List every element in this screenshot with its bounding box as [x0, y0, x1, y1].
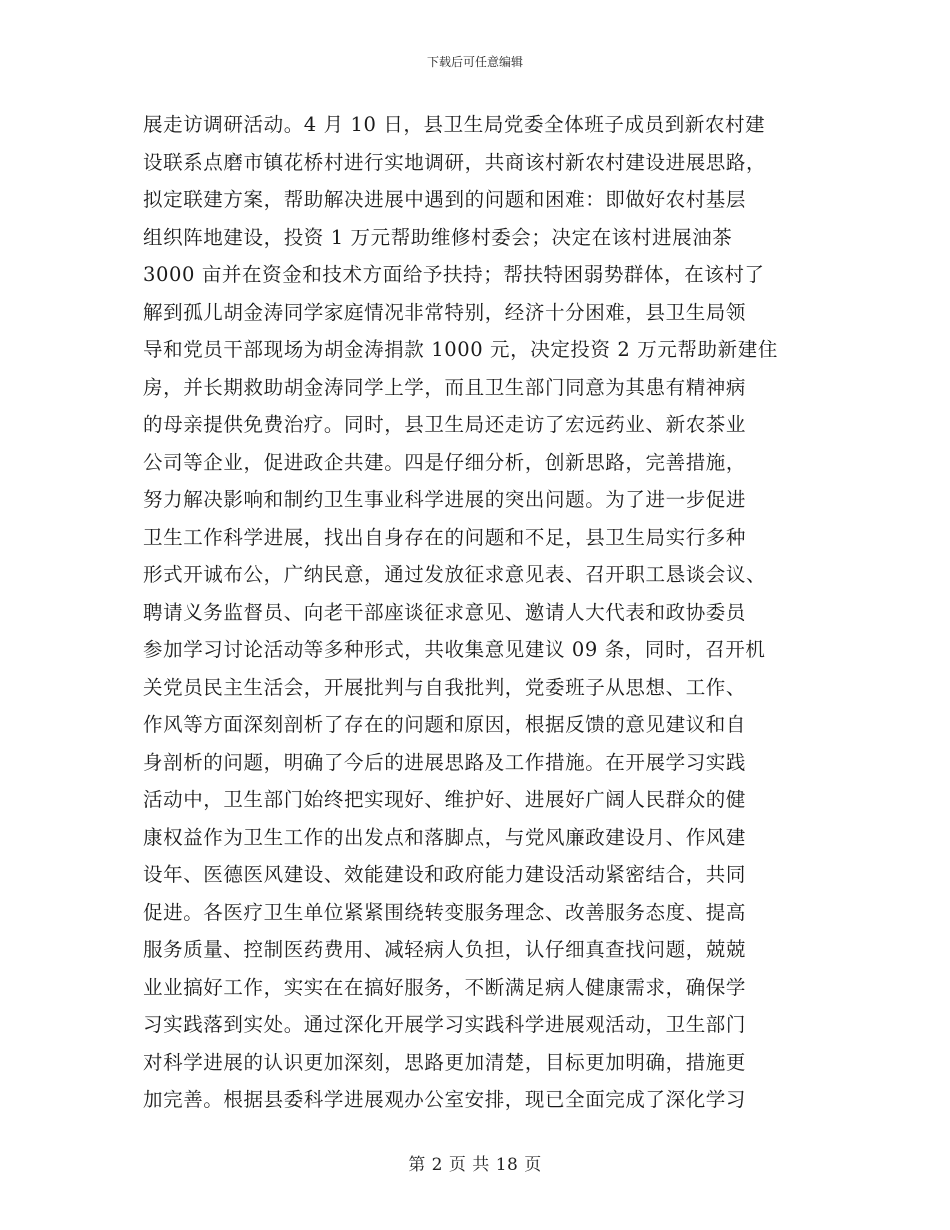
text-line: 作风等方面深刻剖析了存在的问题和原因，根据反馈的意见建议和自 [143, 713, 747, 736]
text-line: 公司等企业，促进政企共建。四是仔细分析，创新思路，完善措施， [143, 450, 747, 474]
text-line: 服务质量、控制医药费用、减轻病人负担，认仔细真查找问题，兢兢 [143, 938, 747, 961]
document-body [143, 106, 813, 1119]
text-line: 努力解决影响和制约卫生事业科学进展的突出问题。为了进一步促进 [143, 488, 747, 511]
text-line: 习实践落到实处。通过深化开展学习实践科学进展观活动，卫生部门 [143, 1013, 747, 1036]
text-line: 房，并长期救助胡金涛同学上学，而且卫生部门同意为其患有精神病 [143, 375, 747, 399]
text-line: 拟定联建方案，帮助解决进展中遇到的问题和困难：即做好农村基层 [143, 188, 747, 211]
text-line: 身剖析的问题，明确了今后的进展思路及工作措施。在开展学习实践 [143, 750, 747, 774]
text-line: 设年、医德医风建设、效能建设和政府能力建设活动紧密结合，共同 [143, 863, 747, 886]
text-line: 卫生工作科学进展，找出自身存在的问题和不足，县卫生局实行多种 [143, 525, 747, 549]
text-line: 设联系点磨市镇花桥村进行实地调研，共商该村新农村建设进展思路， [143, 150, 767, 174]
text-line: 组织阵地建设，投资 1 万元帮助维修村委会；决定在该村进展油茶 [143, 225, 733, 249]
text-line: 展走访调研活动。4 月 10 日，县卫生局党委全体班子成员到新农村建 [143, 113, 766, 136]
text-line: 关党员民主生活会，开展批判与自我批判，党委班子从思想、工作、 [143, 675, 747, 699]
text-line: 3000 亩并在资金和技术方面给予扶持；帮扶特困弱势群体，在该村了 [143, 263, 765, 286]
text-line: 的母亲提供免费治疗。同时，县卫生局还走访了宏远药业、新农茶业 [143, 413, 747, 436]
text-line: 聘请义务监督员、向老干部座谈征求意见、邀请人大代表和政协委员 [143, 600, 747, 624]
text-line: 加完善。根据县委科学进展观办公室安排，现已全面完成了深化学习 [143, 1088, 747, 1111]
text-line: 解到孤儿胡金涛同学家庭情况非常特别，经济十分困难，县卫生局领 [143, 300, 747, 324]
header-note: 下载后可任意编辑 [426, 55, 523, 69]
text-line: 形式开诚布公，广纳民意，通过发放征求意见表、召开职工恳谈会议、 [143, 563, 767, 586]
page-number: 第 2 页 共 18 页 [408, 1155, 542, 1175]
text-line: 对科学进展的认识更加深刻，思路更加清楚，目标更加明确，措施更 [143, 1050, 747, 1074]
text-line: 活动中，卫生部门始终把实现好、维护好、进展好广阔人民群众的健 [143, 788, 747, 811]
text-line: 导和党员干部现场为胡金涛捐款 1000 元，决定投资 2 万元帮助新建住 [143, 338, 778, 361]
text-line: 业业搞好工作，实实在在搞好服务，不断满足病人健康需求，确保学 [143, 975, 747, 999]
text-line: 参加学习讨论活动等多种形式，共收集意见建议 09 条，同时，召开机 [143, 638, 766, 661]
text-line: 康权益作为卫生工作的出发点和落脚点，与党风廉政建设月、作风建 [143, 825, 747, 849]
text-line: 促进。各医疗卫生单位紧紧围绕转变服务理念、改善服务态度、提高 [143, 900, 747, 924]
